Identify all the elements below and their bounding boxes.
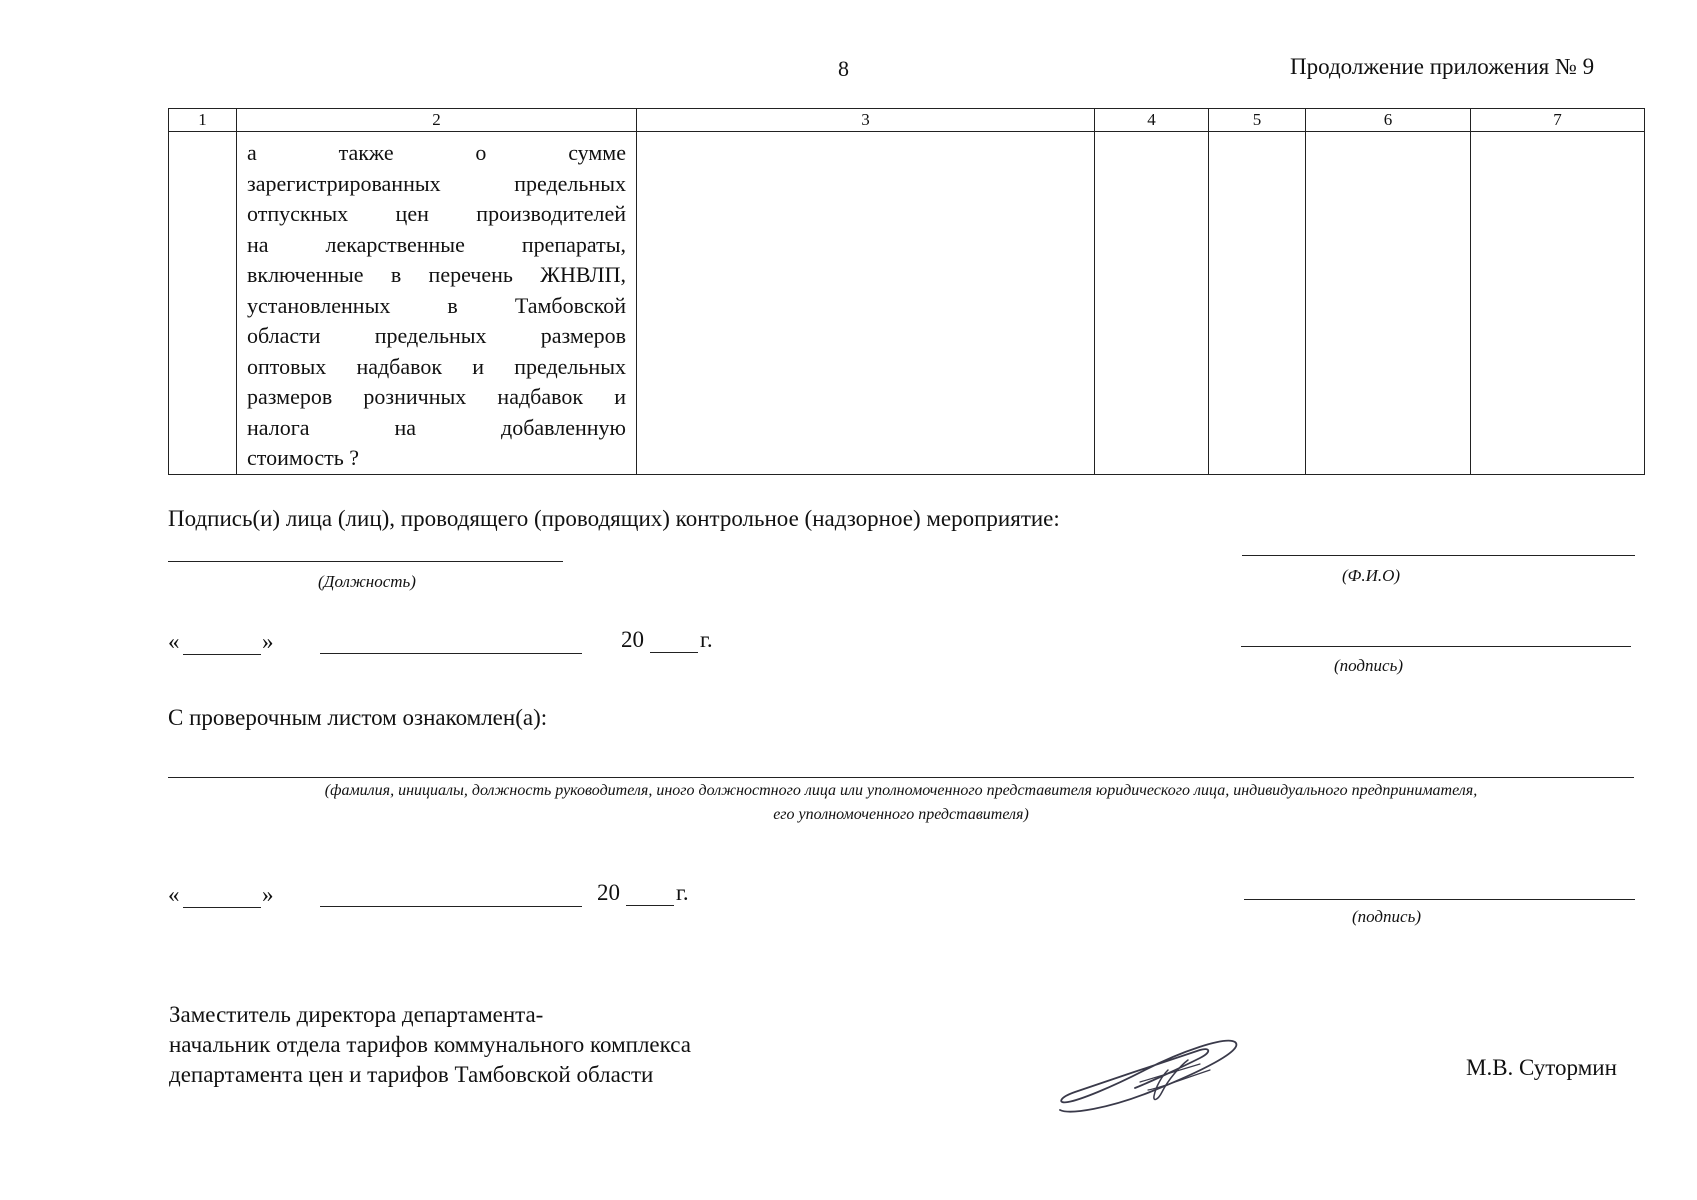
table-cell	[1471, 132, 1645, 475]
table-cell	[1209, 132, 1306, 475]
question-line: отпускных цен производителей	[247, 201, 626, 226]
year-suffix-2: г.	[676, 880, 689, 905]
position-label: (Должность)	[318, 572, 416, 591]
date-close-quote-2: »	[262, 882, 274, 907]
table-row	[169, 132, 1645, 475]
day-line	[183, 654, 261, 655]
fio-line	[1242, 555, 1635, 556]
day-line-2	[183, 907, 261, 908]
acquaintance-line	[168, 777, 1634, 778]
column-header: 7	[1471, 109, 1645, 132]
table-cell	[1095, 132, 1209, 475]
acquaintance-caption-2: его уполномоченного представителя)	[773, 806, 1029, 823]
table-cell	[1306, 132, 1471, 475]
table-cell	[169, 132, 237, 475]
handwritten-signature	[1050, 1030, 1250, 1115]
appendix-heading: Продолжение приложения № 9	[1290, 54, 1595, 79]
question-line: установленных в Тамбовской	[247, 292, 626, 318]
page-number: 8	[838, 56, 849, 81]
question-line: включенные в перечень ЖНВЛП,	[247, 262, 626, 287]
question-line: а также о сумме	[247, 140, 626, 165]
month-line-2	[320, 906, 582, 907]
column-header: 5	[1209, 109, 1306, 132]
acquaintance-caption: (фамилия, инициалы, должность руководителя, иного должностного лица или уполномоченного представителя юридического лица, индивидуального предпринимателя,	[324, 782, 1478, 799]
question-line: налога на добавленную	[247, 414, 626, 440]
year-prefix: 20	[621, 627, 644, 652]
signature-line	[1241, 646, 1631, 647]
question-line: на лекарственные препараты,	[247, 231, 626, 257]
date-open-quote: «	[168, 629, 180, 654]
year-line-2	[626, 905, 674, 906]
position-line	[168, 561, 563, 562]
signature-line-2	[1244, 899, 1635, 900]
year-line	[650, 652, 698, 653]
date-open-quote-2: «	[168, 882, 180, 907]
signer-title	[169, 1000, 691, 1090]
question-line: зарегистрированных предельных	[247, 170, 626, 196]
date-close-quote: »	[262, 629, 274, 654]
question-line: размеров розничных надбавок и	[247, 384, 626, 409]
signer-title-line: начальник отдела тарифов коммунального комплекса	[169, 1032, 691, 1057]
signer-name: М.В. Сутормин	[1466, 1055, 1617, 1080]
year-prefix-2: 20	[597, 880, 620, 905]
signature-intro: Подпись(и) лица (лиц), проводящего (проводящих) контрольное (надзорное) мероприятие:	[168, 506, 1060, 531]
fio-label: (Ф.И.О)	[1342, 566, 1401, 585]
acquaintance-title: С проверочным листом ознакомлен(а):	[168, 705, 548, 730]
column-header: 4	[1095, 109, 1209, 132]
year-suffix: г.	[700, 627, 713, 652]
question-cell	[237, 132, 637, 475]
question-line: области предельных размеров	[247, 323, 626, 348]
column-header: 1	[169, 109, 237, 132]
signature-label: (подпись)	[1334, 656, 1403, 675]
checklist-table	[168, 108, 1645, 475]
question-line: оптовых надбавок и предельных	[247, 353, 626, 379]
question-line: стоимость ?	[247, 445, 360, 470]
table-cell	[637, 132, 1095, 475]
month-line	[320, 653, 582, 654]
table-header-row	[169, 109, 1645, 132]
column-header: 2	[237, 109, 637, 132]
column-header: 6	[1306, 109, 1471, 132]
signer-title-line: департамента цен и тарифов Тамбовской области	[169, 1062, 654, 1087]
signer-title-line: Заместитель директора департамента-	[169, 1002, 544, 1027]
column-header: 3	[637, 109, 1095, 132]
signature-label-2: (подпись)	[1352, 907, 1421, 926]
